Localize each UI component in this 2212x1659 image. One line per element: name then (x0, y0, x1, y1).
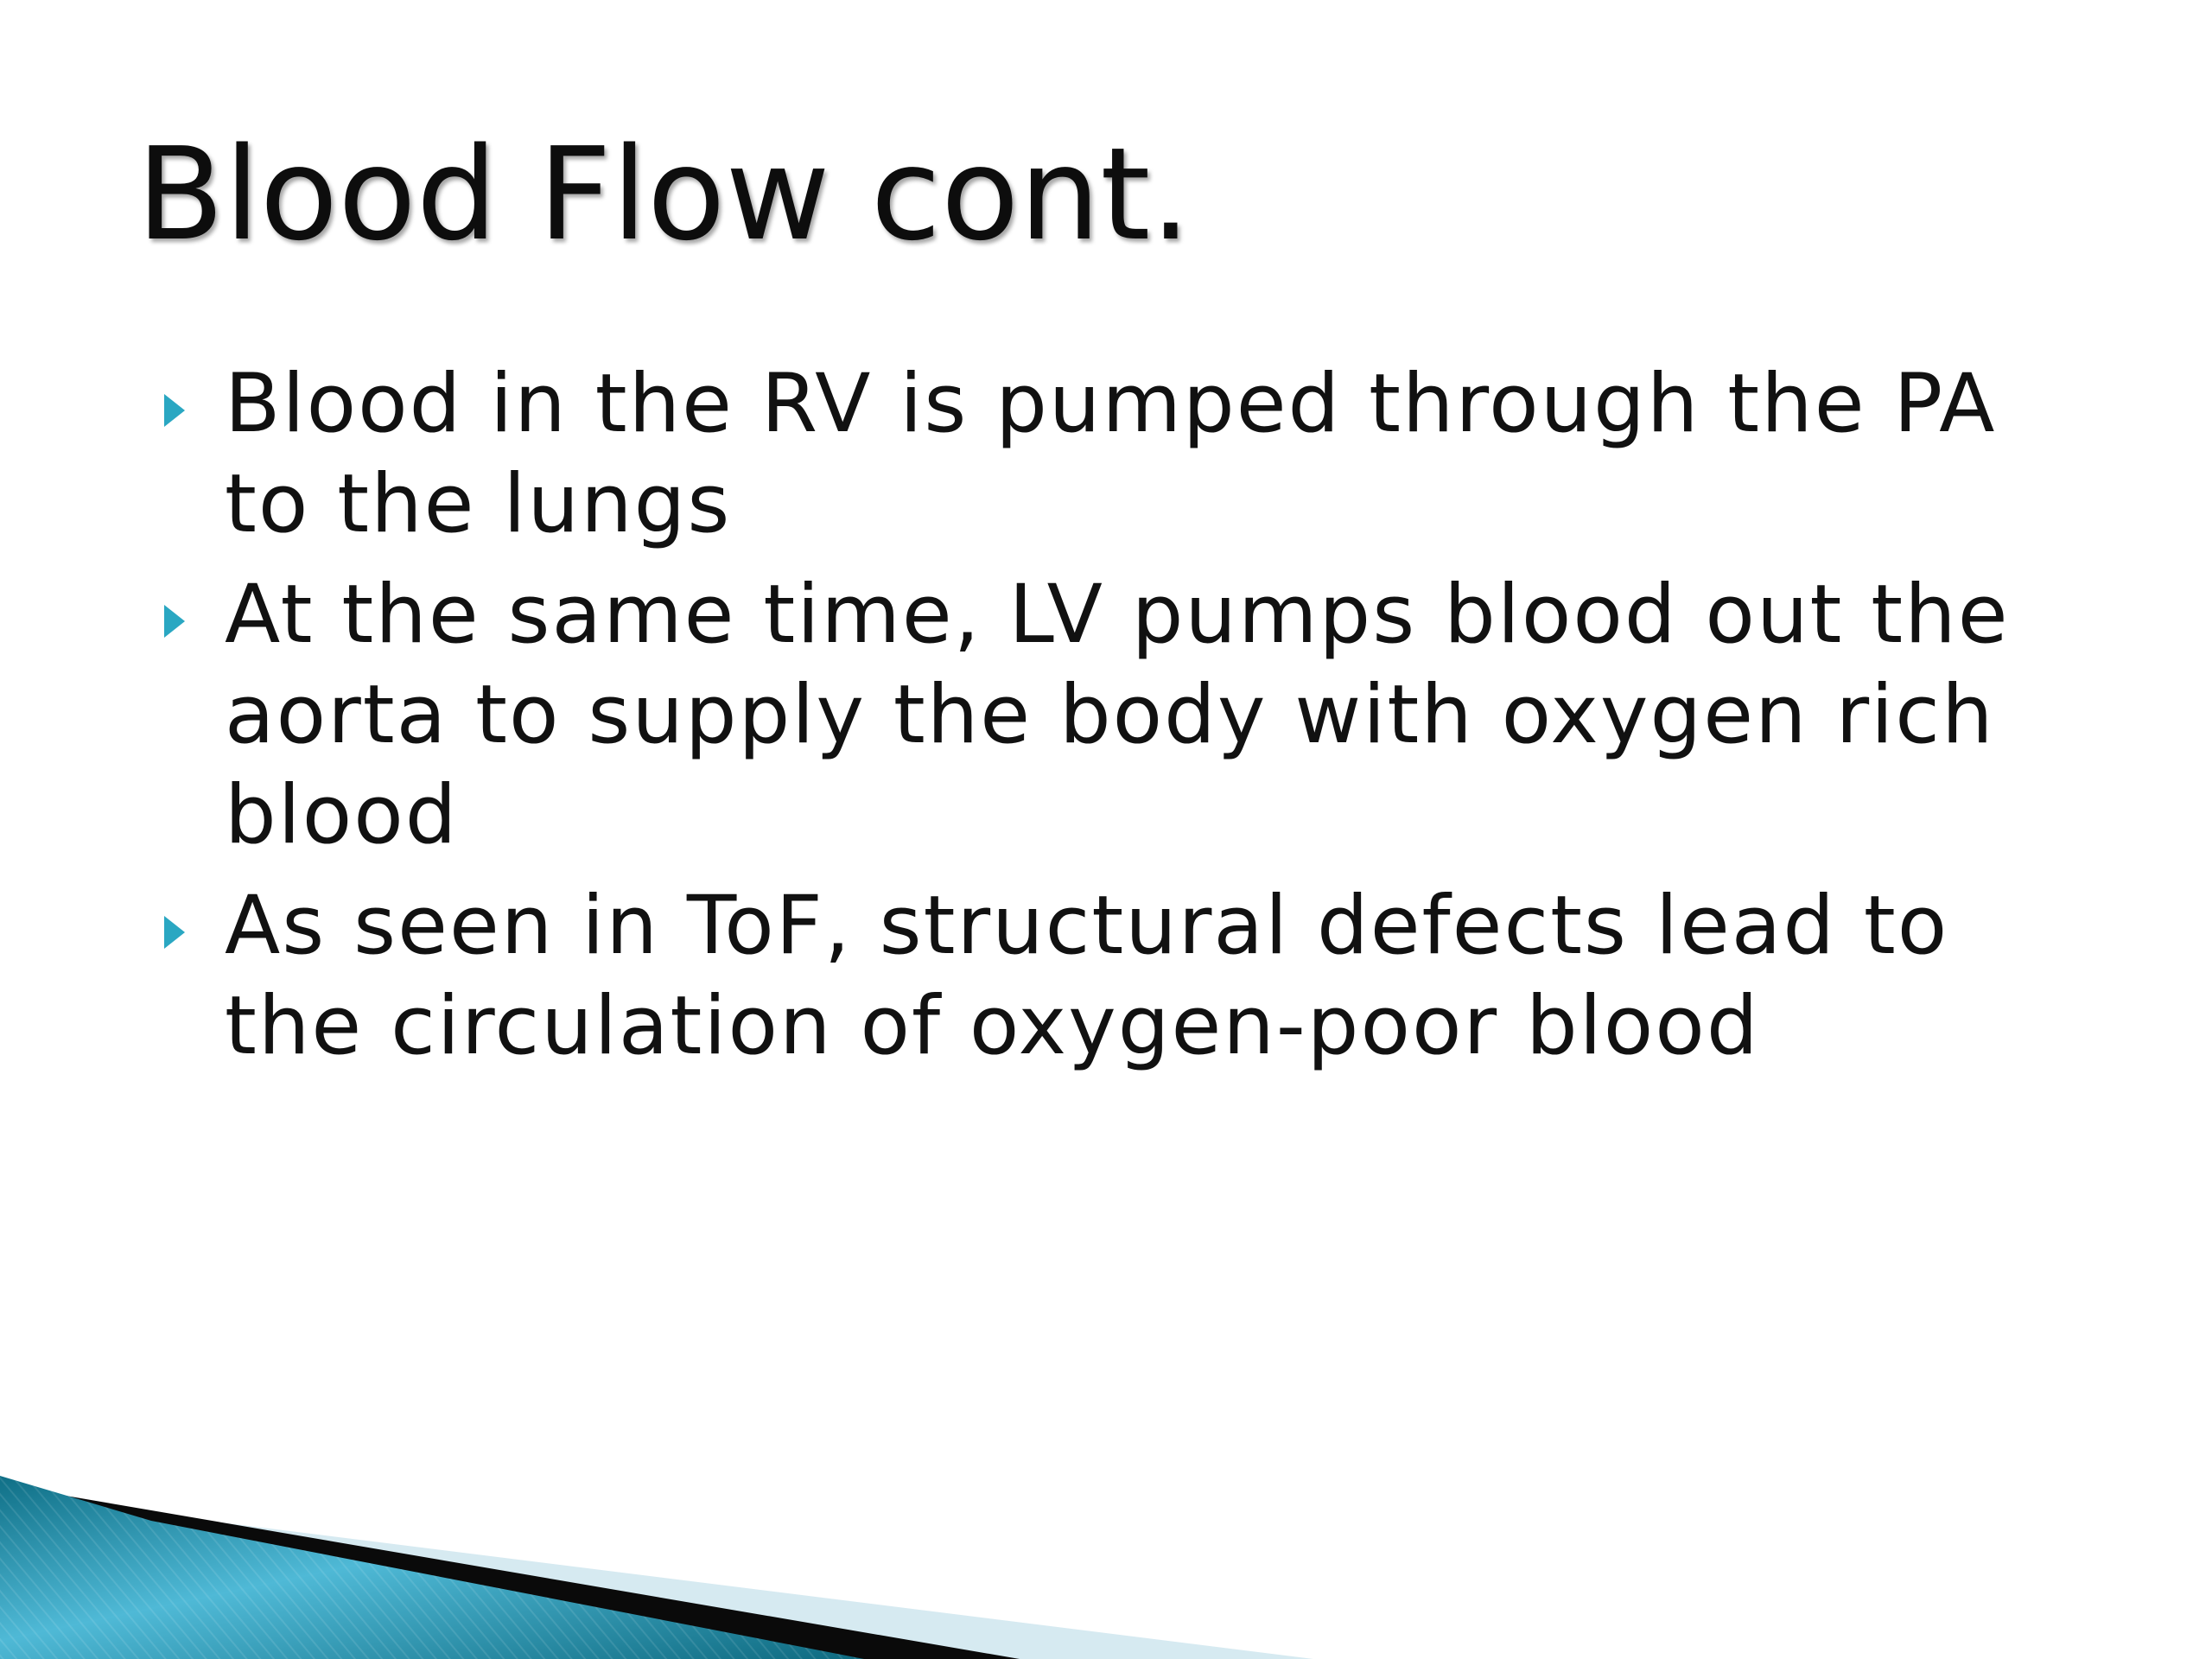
bullet-text: At the same time, LV pumps blood out the aorta to supply the body with oxygen rich blood (225, 568, 2010, 862)
triangle-bullet-icon (164, 394, 185, 427)
list-item (138, 354, 2091, 555)
list-item (138, 876, 2091, 1077)
triangle-bullet-icon (164, 916, 185, 949)
triangle-bullet-icon (164, 605, 185, 638)
bullet-text: Blood in the RV is pumped through the PA to the lungs (225, 357, 1997, 551)
bullet-list (138, 354, 2091, 1087)
bullet-text: As seen in ToF, structural defects lead to the circulation of oxygen-poor blood (225, 879, 1949, 1073)
slide-title: Blood Flow cont. (137, 120, 1192, 269)
list-item (138, 565, 2091, 866)
footer-wave-graphic (0, 1382, 2212, 1659)
